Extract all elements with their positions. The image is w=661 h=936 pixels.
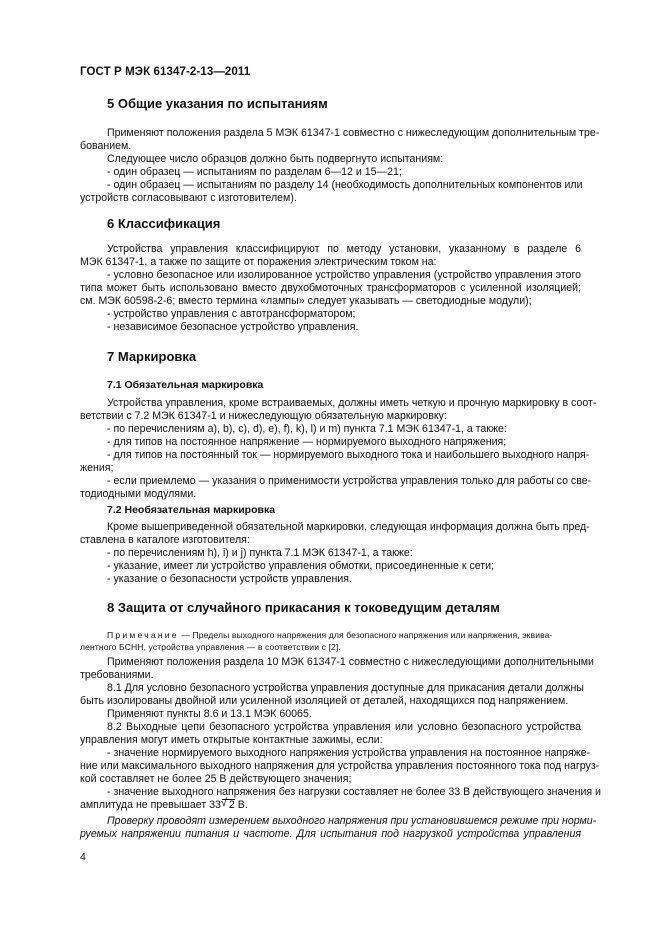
s8-paragraph-line: Применяют положения раздела 10 МЭК 61347-1 совместно с нижеследующими дополнительными (107, 656, 594, 668)
s6-list-item: типа может быть использовано вместо двухобмоточных трансформаторов с усиленной изоляцией; (80, 282, 581, 294)
s7-paragraph-line: ставлена в каталоге изготовителя: (80, 534, 250, 546)
s8-italic-line: Проверку проводят измерением выходного напряжения при установившемся режиме при норми- (107, 815, 597, 827)
s7-paragraph-line: ветствии с 7.2 МЭК 61347-1 и нижеследующую обязательную маркировку: (80, 410, 447, 422)
s8-paragraph-line: требованиями. (80, 669, 154, 681)
s7-list-item: - указание, имеет ли устройство управления обмотки, присоединенные к сети; (107, 560, 495, 572)
page-number: 4 (80, 851, 86, 863)
s8-clause-8-1: Применяют пункты 8.6 и 13.1 МЭК 60065. (107, 708, 312, 720)
s8-clause-8-2: 8.2 Выходные цепи безопасного устройства управления или условно безопасного устройства (107, 721, 581, 733)
subsection-7-1-title: 7.1 Обязательная маркировка (107, 379, 264, 391)
document-header: ГОСТ Р МЭК 61347-2-13—2011 (80, 66, 251, 78)
s7-list-item: - указание о безопасности устройств управления. (107, 573, 352, 585)
s7-list-item: - для типов на постоянное напряжение — нормируемого выходного напряжения; (107, 436, 507, 448)
s7-paragraph-line: Устройства управления, кроме встраиваемых, должны иметь четкую и прочную маркировку в соот- (107, 397, 597, 409)
s7-list-item: - по перечислениям a), b), c), d), e), f), k), l) и m) пункта 7.1 МЭК 61347-1, а также: (107, 423, 507, 435)
s5-list-item: - один образец — испытаниям по разделам 6—12 и 15—21; (107, 166, 402, 178)
s7-list-item: - для типов на постоянный ток — нормируемого выходного тока и наибольшего выходного напря- (107, 449, 590, 461)
s7-list-item: тодиодными модулями. (80, 488, 197, 500)
subsection-7-2-title: 7.2 Необязательная маркировка (107, 504, 276, 516)
s5-list-item: устройств согласовывают с изготовителем). (80, 192, 297, 204)
s8-list-item-amplitude (80, 799, 248, 812)
s5-paragraph-line: Применяют положения раздела 5 МЭК 61347-1 совместно с нижеследующим дополнительным тре- (107, 127, 600, 139)
section-6-title: 6 Классификация (107, 216, 221, 231)
s8-list-item: кой составляет не более 25 В действующего значения; (80, 773, 352, 785)
s6-list-item: - независимое безопасное устройство управления. (107, 321, 359, 333)
amplitude-unit: В. (234, 799, 248, 811)
s8-clause-8-1: 8.1 Для условно безопасного устройства управления доступные для прикасания детали должны (107, 682, 584, 694)
s8-list-item: - значение нормируемого выходного напряжения устройства управления на постоянное напряже- (107, 747, 591, 759)
section-5-title: 5 Общие указания по испытаниям (107, 96, 328, 111)
s6-list-item: - условно безопасное или изолированное устройство управления (устройство управления этого (107, 269, 581, 281)
s5-paragraph: Следующее число образцов должно быть подвергнуто испытаниям: (107, 153, 444, 165)
s6-paragraph-line: Устройства управления классифицируют по методу установки, указанному в разделе 6 (107, 243, 581, 255)
s6-list-item: - устройство управления с автотрансформатором; (107, 308, 356, 320)
amplitude-text: амплитуда не превышает 33 (80, 799, 221, 811)
s8-clause-8-2: управления могут иметь открытые контактные зажимы, если: (80, 734, 383, 746)
note-label: Примечание (107, 630, 179, 640)
s8-clause-8-1: быть изолированы двойной или усиленной изоляцией от деталей, находящихся под напряжением. (80, 695, 569, 707)
s5-paragraph-line: бованием. (80, 140, 132, 152)
s8-list-item: - значение выходного напряжения без нагрузки составляет не более 33 В действующего значения и (107, 786, 601, 798)
s7-list-item: - по перечислениям h), i) и j) пункта 7.1 МЭК 61347-1, а также: (107, 547, 413, 559)
s6-paragraph-line: МЭК 61347-1, а также по защите от поражения электрическим током на: (80, 256, 437, 268)
s5-list-item: - один образец — испытаниям по разделу 14 (необходимость дополнительных компонентов или (107, 179, 583, 191)
s8-note-line: лентного БСНН, устройства управления — в соответствии с [2]. (80, 642, 341, 652)
s7-paragraph-line: Кроме вышеприведенной обязательной маркировки, следующая информация должна быть пред- (107, 521, 590, 533)
note-text: — Пределы выходного напряжения для безопасного напряжения или напряжения, эквива- (178, 630, 553, 640)
s7-list-item: - если приемлемо — указания о применимости устройства управления только для работы со све- (107, 475, 592, 487)
square-root: √ 2 (222, 799, 235, 811)
s7-list-item: жения; (80, 462, 114, 474)
section-8-title: 8 Защита от случайного прикасания к токоведущим деталям (107, 600, 500, 615)
s8-list-item: ние или максимального выходного напряжения для устройства управления постоянного тока под нагруз- (80, 760, 600, 772)
s6-list-item: см. МЭК 60598-2-6; вместо термина «лампы» следует указывать — светодиодные модули); (80, 295, 532, 307)
section-7-title: 7 Маркировка (107, 349, 197, 364)
s8-italic-line: руемых напряжении питания и частоте. Для испытания под нагрузкой устройства управления (80, 828, 581, 840)
